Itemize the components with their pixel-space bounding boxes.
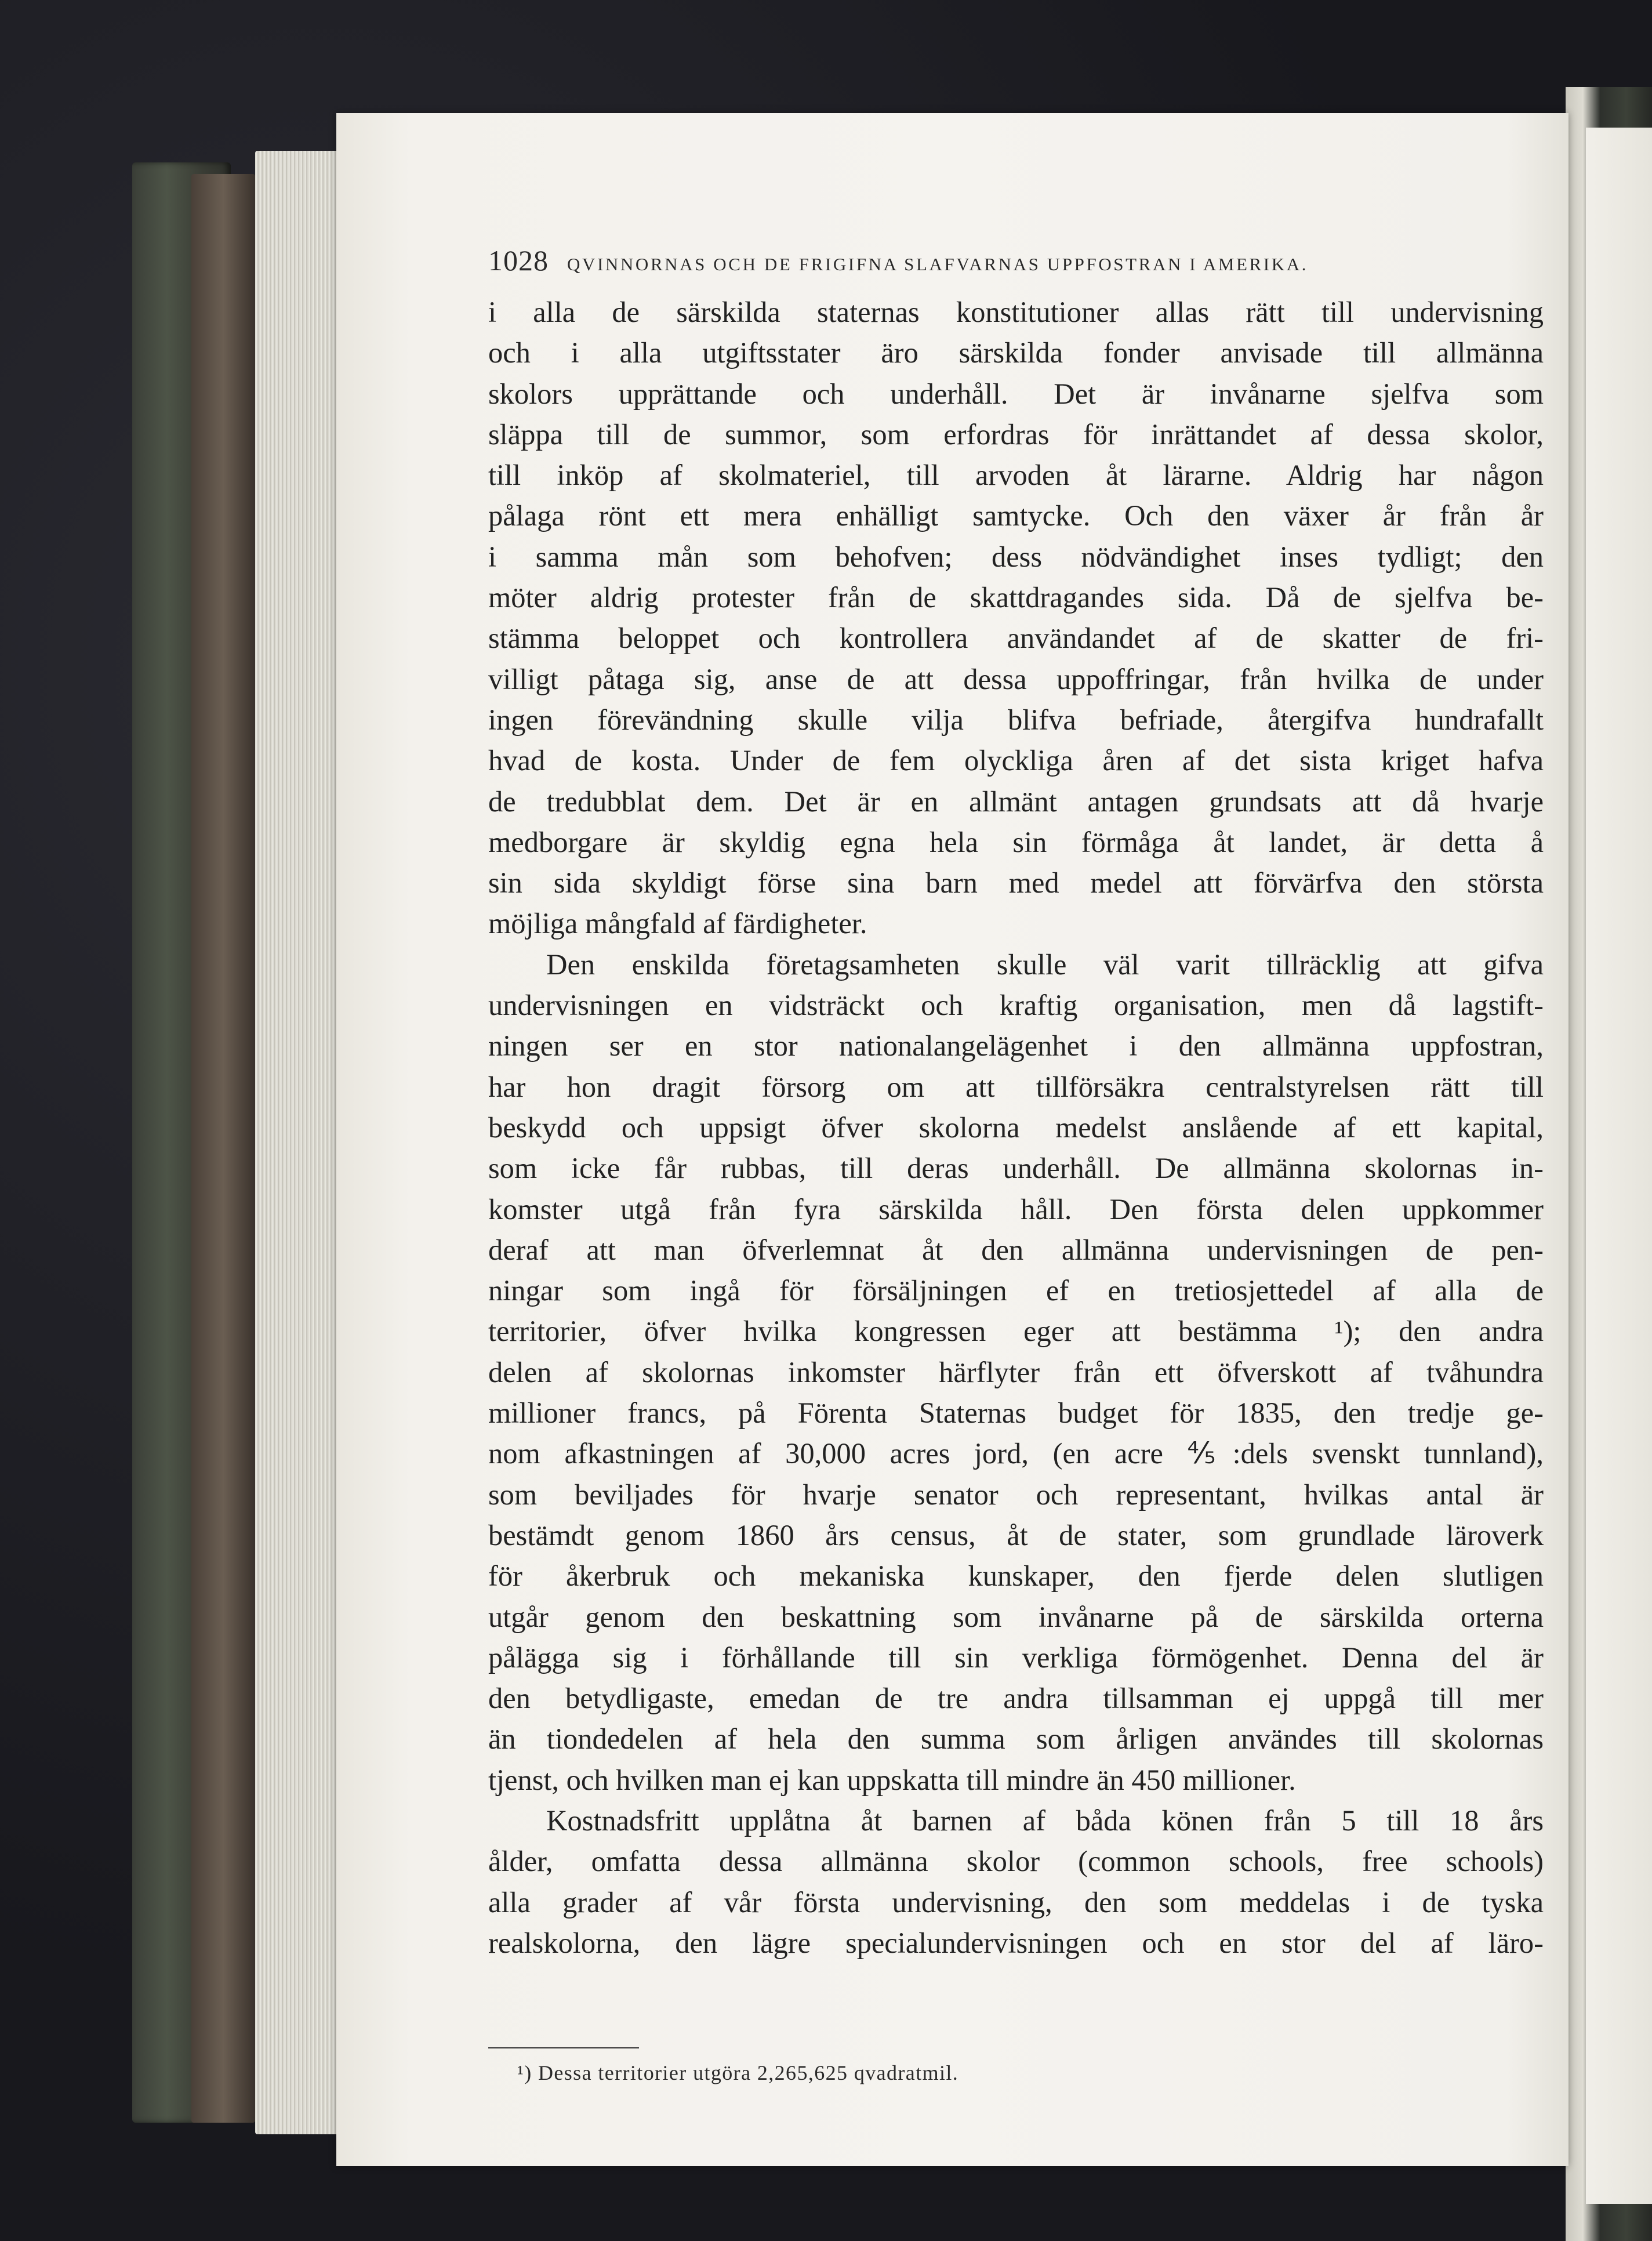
text-line: beskydd och uppsigt öfver skolorna medelst anslående af ett kapital, <box>488 1111 1544 1144</box>
text-line: de tredubblat dem. Det är en allmänt antagen grundsats att då hvarje <box>488 785 1544 818</box>
footnote: ¹) Dessa territorier utgöra 2,265,625 qvadratmil. <box>517 2061 959 2084</box>
text-line: undervisningen en vidsträckt och kraftig organisation, men då lagstift- <box>488 989 1544 1022</box>
text-line: möjliga mångfald af färdigheter. <box>488 907 867 940</box>
text-line: stämma beloppet och kontrollera användandet af de skatter de fri- <box>488 622 1544 655</box>
text-line: Den enskilda företagsamheten skulle väl varit tillräcklig att gifva <box>546 948 1544 981</box>
text-line: och i alla utgiftsstater äro särskilda fonder anvisade till allmänna <box>488 336 1544 369</box>
book-page <box>336 113 1569 2166</box>
text-line: den betydligaste, emedan de tre andra tillsamman ej uppgå till mer <box>488 1682 1544 1715</box>
text-line: Kostnadsfritt upplåtna åt barnen af båda könen från 5 till 18 års <box>546 1804 1544 1837</box>
text-line: delen af skolornas inkomster härflyter från ett öfverskott af tvåhundra <box>488 1355 1544 1388</box>
text-line: har hon dragit försorg om att tillförsäkra centralstyrelsen rätt till <box>488 1070 1544 1103</box>
text-line: ingen förevändning skulle vilja blifva befriade, återgifva hundrafallt <box>488 703 1544 736</box>
text-line: tjenst, och hvilken man ej kan uppskatta till mindre än 450 millioner. <box>488 1763 1296 1796</box>
text-line: pålägga sig i förhållande till sin verkliga förmögenhet. Denna del är <box>488 1641 1544 1674</box>
text-line: deraf att man öfverlemnat åt den allmänna undervisningen de pen- <box>488 1233 1544 1266</box>
text-line: nom afkastningen af 30,000 acres jord, (en acre ⅘:dels svenskt tunnland), <box>488 1437 1544 1470</box>
text-line: ningen ser en stor nationalangelägenhet i den allmänna uppfostran, <box>488 1029 1544 1063</box>
text-line: i samma mån som behofven; dess nödvändighet inses tydligt; den <box>488 540 1544 573</box>
text-line: som icke får rubbas, till deras underhåll. De allmänna skolornas in- <box>488 1152 1544 1185</box>
text-line: bestämdt genom 1860 års census, åt de stater, som grundlade läroverk <box>488 1518 1544 1551</box>
text-line: realskolorna, den lägre specialundervisningen och en stor del af läro- <box>488 1926 1544 1959</box>
text-line: i alla de särskilda staternas konstitutioner allas rätt till undervisning <box>488 296 1544 328</box>
text-line: hvad de kosta. Under de fem olyckliga åren af det sista kriget hafva <box>488 744 1544 777</box>
text-line: ålder, omfatta dessa allmänna skolor (common schools, free schools) <box>488 1845 1544 1878</box>
text-line: möter aldrig protester från de skattdragandes sida. Då de sjelfva be- <box>488 581 1544 614</box>
text-line: än tiondedelen af hela den summa som årligen användes till skolornas <box>488 1723 1544 1756</box>
text-line: ningar som ingå för försäljningen ef en tretiosjettedel af alla de <box>488 1274 1544 1307</box>
text-line: som beviljades för hvarje senator och representant, hvilkas antal är <box>488 1478 1544 1511</box>
text-line: skolors upprättande och underhåll. Det är invånarne sjelfva som <box>488 377 1544 410</box>
text-line: släppa till de summor, som erfordras för inrättandet af dessa skolor, <box>488 418 1544 451</box>
body-text <box>488 292 1544 1963</box>
running-head: QVINNORNAS OCH DE FRIGIFNA SLAFVARNAS UPPFOSTRAN I AMERIKA. <box>567 254 1309 274</box>
footnote-divider <box>488 2047 639 2048</box>
text-line: alla grader af vår första undervisning, den som meddelas i de tyska <box>488 1885 1544 1919</box>
text-line: medborgare är skyldig egna hela sin förmåga åt landet, är detta å <box>488 825 1544 858</box>
facing-page-edge <box>1586 128 1652 2204</box>
text-line: till inköp af skolmateriel, till arvoden åt lärarne. Aldrig har någon <box>488 459 1544 492</box>
text-line: utgår genom den beskattning som invånarne på de särskilda orterna <box>488 1600 1544 1633</box>
text-line: territorier, öfver hvilka kongressen eger att bestämma ¹); den andra <box>488 1315 1544 1348</box>
text-line: villigt påtaga sig, anse de att dessa uppoffringar, från hvilka de under <box>488 662 1544 695</box>
page-stack-edges <box>255 151 342 2134</box>
text-line: pålaga rönt ett mera enhälligt samtycke. Och den växer år från år <box>488 499 1544 532</box>
text-line: för åkerbruk och mekaniska kunskaper, den fjerde delen slutligen <box>488 1560 1544 1593</box>
text-line: millioner francs, på Förenta Staternas budget för 1835, den tredje ge- <box>488 1397 1544 1430</box>
book-cover-inner <box>191 174 255 2123</box>
page-header <box>488 244 1549 284</box>
text-line: sin sida skyldigt förse sina barn med medel att förvärfva den största <box>488 866 1544 900</box>
page-number: 1028 <box>488 244 549 277</box>
text-line: komster utgå från fyra särskilda håll. Den första delen uppkommer <box>488 1192 1544 1225</box>
